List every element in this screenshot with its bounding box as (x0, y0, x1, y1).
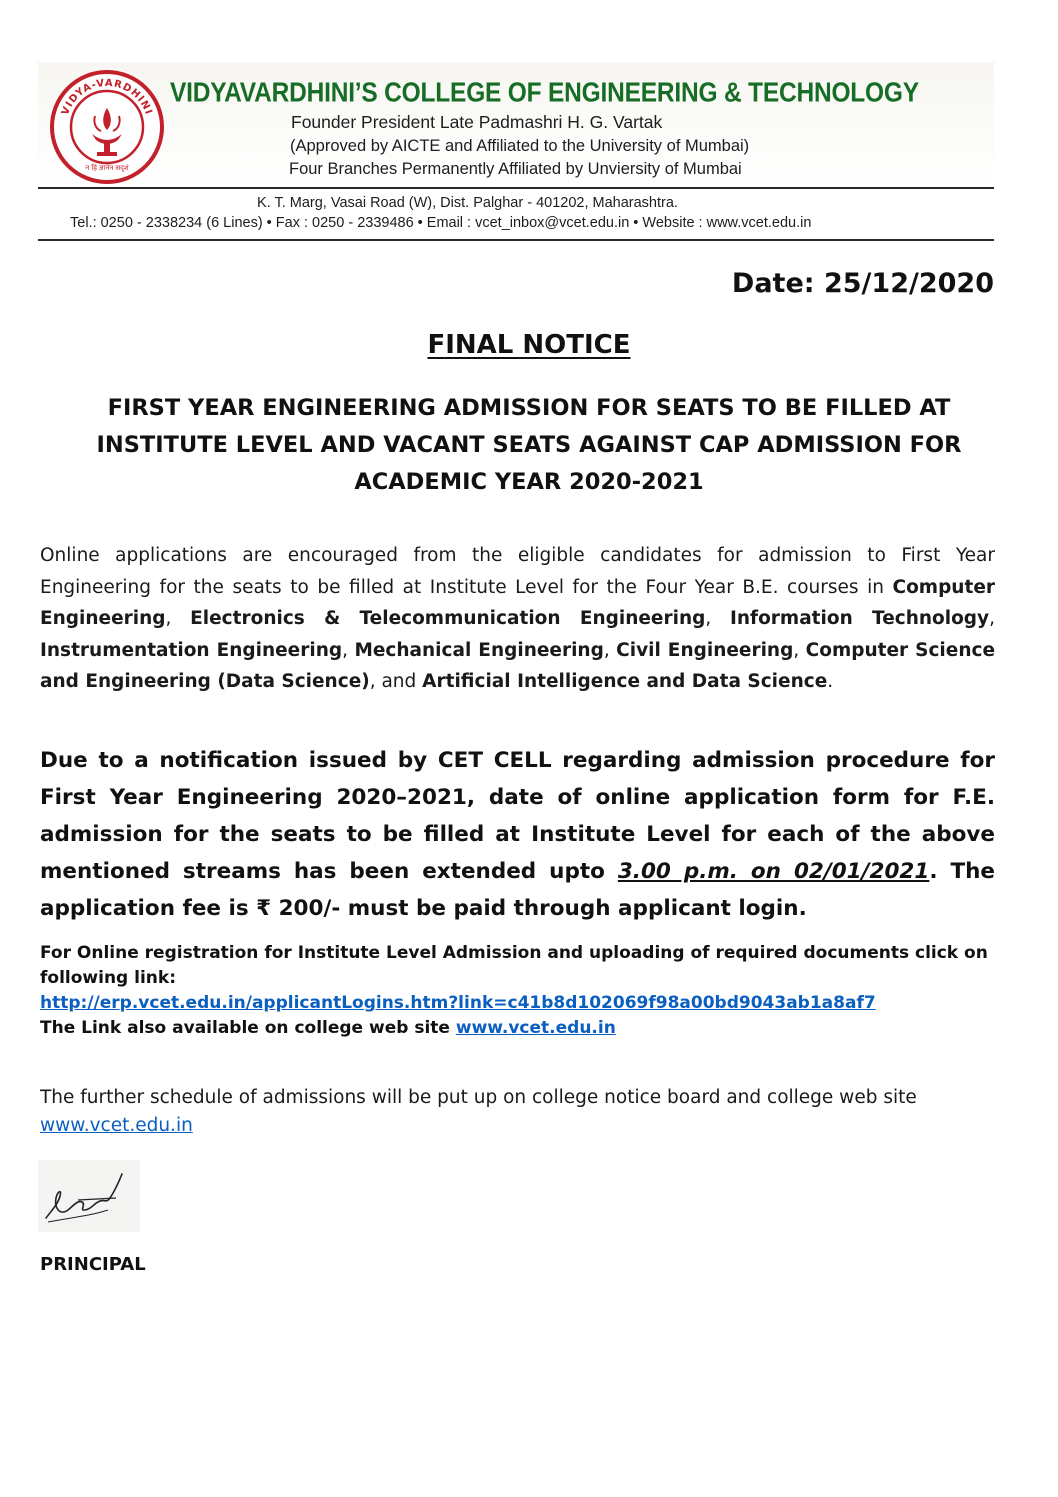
college-name: VIDYAVARDHINI’S COLLEGE OF ENGINEERING & TECHNOLOGY (170, 78, 919, 109)
college-website-link[interactable]: www.vcet.edu.in (455, 1018, 616, 1038)
course-extc: Electronics & Telecommunication Engineering (190, 608, 706, 629)
address-line: K. T. Marg, Vasai Road (W), Dist. Palghar - 401202, Maharashtra. (257, 195, 678, 211)
website-prefix: The Link also available on college web site (40, 1018, 456, 1038)
course-computer: Computer Engineering (40, 576, 995, 629)
notice-title-text: FINAL NOTICE (427, 330, 631, 360)
course-mechanical: Mechanical Engineering (354, 639, 604, 661)
deadline-text: 3.00 p.m. on 02/01/2021 (617, 859, 930, 884)
letterhead (38, 62, 994, 244)
applicant-login-link[interactable]: http://erp.vcet.edu.in/applicantLogins.htm?link=c41b8d102069f98a00bd9043ab1a8af7 (40, 993, 876, 1013)
courses-intro: Online applications are encouraged from the eligible candidates for admission to First Year Engineering for the seats to be filled at Institute Level for the Four Year B.E. courses in (40, 545, 995, 598)
extension-paragraph (40, 742, 995, 927)
notice-title (0, 330, 1058, 360)
founder-line: Founder President Late Padmashri H. G. Vartak (291, 112, 663, 132)
fee-text: . The application fee is ₹ 200/- must be paid through applicant login. (40, 859, 995, 921)
schedule-website-link[interactable]: www.vcet.edu.in (40, 1115, 193, 1136)
course-ai-ds: Artificial Intelligence and Data Science (422, 671, 828, 692)
notice-subject: FIRST YEAR ENGINEERING ADMISSION FOR SEATS TO BE FILLED AT INSTITUTE LEVEL AND VACANT SEATS AGAINST CAP ADMISSION FOR ACADEMIC YEAR 2020-2021 (96, 395, 962, 495)
course-cse-ds: Computer Science and Engineering (Data Science) (40, 639, 995, 692)
course-it: Information Technology (729, 608, 990, 629)
contact-line: Tel.: 0250 - 2338234 (6 Lines) • Fax : 0250 - 2339486 • Email : vcet_inbox@vcet.edu.in • Website : www.vcet.edu.in (70, 215, 812, 231)
registration-block (40, 941, 1000, 1041)
approval-line: (Approved by AICTE and Affiliated to the University of Mumbai) (290, 137, 750, 155)
logo-motto: न हि ज्ञानेन सदृशं (85, 164, 129, 172)
affiliation-line: Four Branches Permanently Affiliated by Unviersity of Mumbai (289, 160, 742, 178)
schedule-text: The further schedule of admissions will be put up on college notice board and college web site (40, 1087, 917, 1108)
notice-date: Date: 25/12/2020 (731, 268, 994, 299)
signatory-title: PRINCIPAL (40, 1254, 146, 1275)
letterhead-divider-top (38, 187, 994, 189)
letterhead-divider-bottom (38, 239, 994, 241)
registration-instruction: For Online registration for Institute Level Admission and uploading of required documents click on following link: (40, 943, 988, 988)
extension-text: Due to a notification issued by CET CELL regarding admission procedure for First Year Engineering 2020–2021, date of online application form for F.E. admission for the seats to be filled at Institute Level for each of the above mentioned streams has been extended upto (40, 748, 995, 884)
college-logo-icon (48, 68, 166, 186)
logo-ring-text: VIDYA-VARDHINI (59, 77, 155, 117)
course-civil: Civil Engineering (616, 639, 794, 661)
principal-signature (38, 1160, 140, 1232)
courses-paragraph: Online applications are encouraged from the eligible candidates for admission to First Year Engineering for the seats to be filled at Institute Level for the Four Year B.E. courses in Computer Engineering, Electronics & Telecommunication Engineering, Information Technology, Instrumentation Engineering, Mechanical Engineering, Civil Engineering, Computer Science and Engineering (Data Science), and Artificial Intelligence and Data Science. (40, 545, 995, 692)
schedule-paragraph (40, 1084, 995, 1140)
course-instrumentation: Instrumentation Engineering (40, 639, 343, 661)
